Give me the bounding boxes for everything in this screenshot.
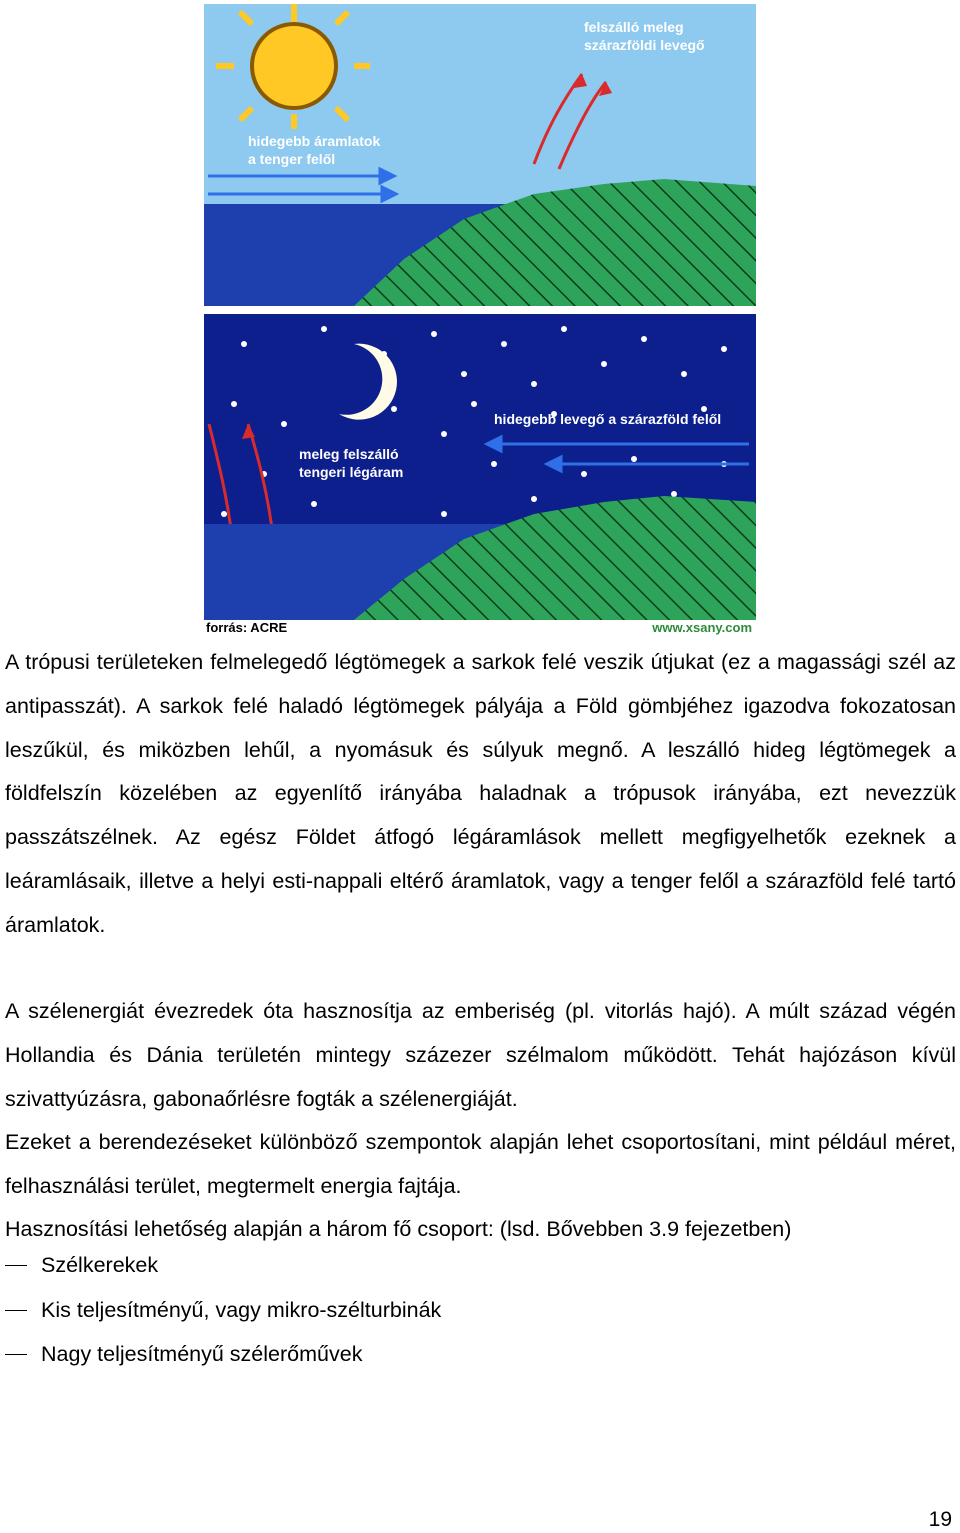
body-paragraph-4: Hasznosítási lehetőség alapján a három fő csoport: (lsd. Bővebben 3.9 fejezetben) xyxy=(5,1217,792,1241)
warm-rising-sea-label-1: meleg felszálló xyxy=(299,446,399,462)
warm-rising-label-2: szárazföldi levegő xyxy=(584,37,705,53)
figure-website: www.xsany.com xyxy=(652,620,752,635)
night-panel xyxy=(204,314,756,620)
day-illustration xyxy=(204,4,756,306)
cool-from-sea-label-2: a tenger felől xyxy=(248,151,336,167)
warm-rising-label-1: felszálló meleg xyxy=(584,19,684,35)
dash-icon xyxy=(5,1265,27,1266)
cool-from-land-label: hidegebb levegő a szárazföld felől xyxy=(494,411,722,427)
body-paragraph-1: A trópusi területeken felmelegedő légtömegek a sarkok felé veszik útjukat (ez a magassági szél az antipasszát). A sarkok felé haladó légtömegek pályája a Föld gömbjéhez igazodva fokozatosan leszűkül, és miközben lehűl, a nyomásuk és súlyuk megnő. A leszálló hideg légtömegek a földfelszín közelében az egyenlítő irányába haladnak a trópusok irányába, ezt nevezzük passzátszélnek. Az egész Földet átfogó légáramlások mellett megfigyelhetők ezeknek a leáramlásaik, illetve a helyi esti-nappali eltérő áramlatok, vagy a tenger felől a szárazföld felé tartó áramlatok. xyxy=(5,650,956,937)
warm-rising-sea-label-2: tengeri légáram xyxy=(299,464,404,480)
dash-icon xyxy=(5,1354,27,1355)
night-illustration xyxy=(204,314,756,620)
body-paragraph-2: A szélenergiát évezredek óta hasznosítja az emberiség (pl. vitorlás hajó). A múlt század végén Hollandia és Dánia területén mintegy százezer szélmalom működött. Tehát hajózáson kívül szivattyúzásra, gabonaőrlésre fogták a szélenergiáját. xyxy=(5,999,956,1111)
sea-land-breeze-figure xyxy=(204,4,756,634)
dash-icon xyxy=(5,1310,27,1311)
body-paragraph-3: Ezeket a berendezéseket különböző szempontok alapján lehet csoportosítani, mint például méret, felhasználási terület, megtermelt energia fajtája. xyxy=(5,1130,956,1198)
figure-source: forrás: ACRE xyxy=(206,620,288,635)
page-number: 19 xyxy=(928,1508,952,1531)
day-panel xyxy=(204,4,756,306)
cool-from-sea-label-1: hidegebb áramlatok xyxy=(248,133,381,149)
